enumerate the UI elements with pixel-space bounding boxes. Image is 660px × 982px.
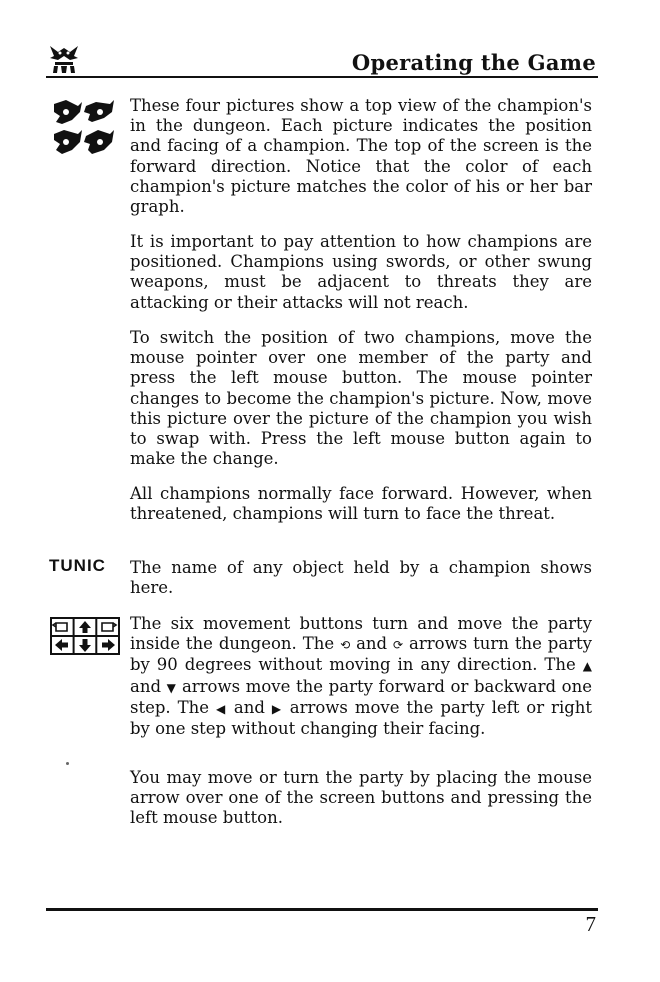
movement-text-part: arrows turn the party by 90 degrees without moving in any direction. The bbox=[130, 634, 593, 675]
paragraph-move-or-turn: You may move or turn the party by placing the mouse arrow over one of the screen buttons and pressing the left mouse button. bbox=[130, 768, 592, 828]
arrow-right-icon: ▶ bbox=[271, 701, 283, 716]
movement-text-part: The six movement buttons turn and move the party inside the dungeon. The bbox=[130, 614, 592, 654]
stray-mark bbox=[66, 762, 69, 765]
movement-text-part: and bbox=[130, 676, 162, 696]
paragraph-facing: All champions normally face forward. However, when threatened, champions will turn to face the threat. bbox=[130, 484, 592, 524]
arrow-down-icon: ▼ bbox=[166, 680, 177, 695]
dungeon-master-logo-icon bbox=[48, 44, 80, 74]
footer-rule bbox=[46, 908, 598, 911]
paragraph-champion-pictures: These four pictures show a top view of the champion's in the dungeon. Each picture indicates the position and facing of a champion. The top of the screen is the forward direction. Notice that the color of each champion's picture matches the color of his or her bar graph. bbox=[130, 96, 592, 217]
turn-right-icon: ⟳ bbox=[393, 638, 404, 653]
movement-text-part: arrows move the party forward or backward one step. The bbox=[130, 676, 592, 717]
arrow-left-icon: ◀ bbox=[215, 701, 227, 716]
movement-text-part: and bbox=[356, 634, 388, 654]
paragraph-switch-position: To switch the position of two champions, move the mouse pointer over one member of the party and press the left mouse button. The mouse pointer changes to become the champion's picture. Now, move this picture over the picture of the champion you wish to swap with. Press the left mouse button again to make the change. bbox=[130, 328, 592, 469]
turn-left-icon: ⟲ bbox=[340, 638, 351, 653]
movement-text-part: arrows move the party left or right by one step without changing their facing. bbox=[130, 697, 593, 739]
tunic-label: TUNIC bbox=[49, 556, 106, 575]
paragraph-positioning: It is important to pay attention to how champions are positioned. Champions using swords, or other swung weapons, must be adjacent to threats they are attacking or their attacks will not reach. bbox=[130, 232, 592, 312]
paragraph-tunic: The name of any object held by a champion shows here. bbox=[130, 558, 592, 598]
page-number: 7 bbox=[585, 912, 596, 936]
movement-buttons-icon bbox=[50, 617, 120, 655]
header-rule bbox=[46, 76, 598, 78]
paragraph-movement-buttons bbox=[130, 614, 592, 739]
arrow-up-icon: ▲ bbox=[582, 659, 592, 674]
page-header-title: Operating the Game bbox=[351, 50, 596, 75]
movement-text-part: and bbox=[233, 697, 265, 717]
champion-positions-icon bbox=[52, 100, 116, 158]
